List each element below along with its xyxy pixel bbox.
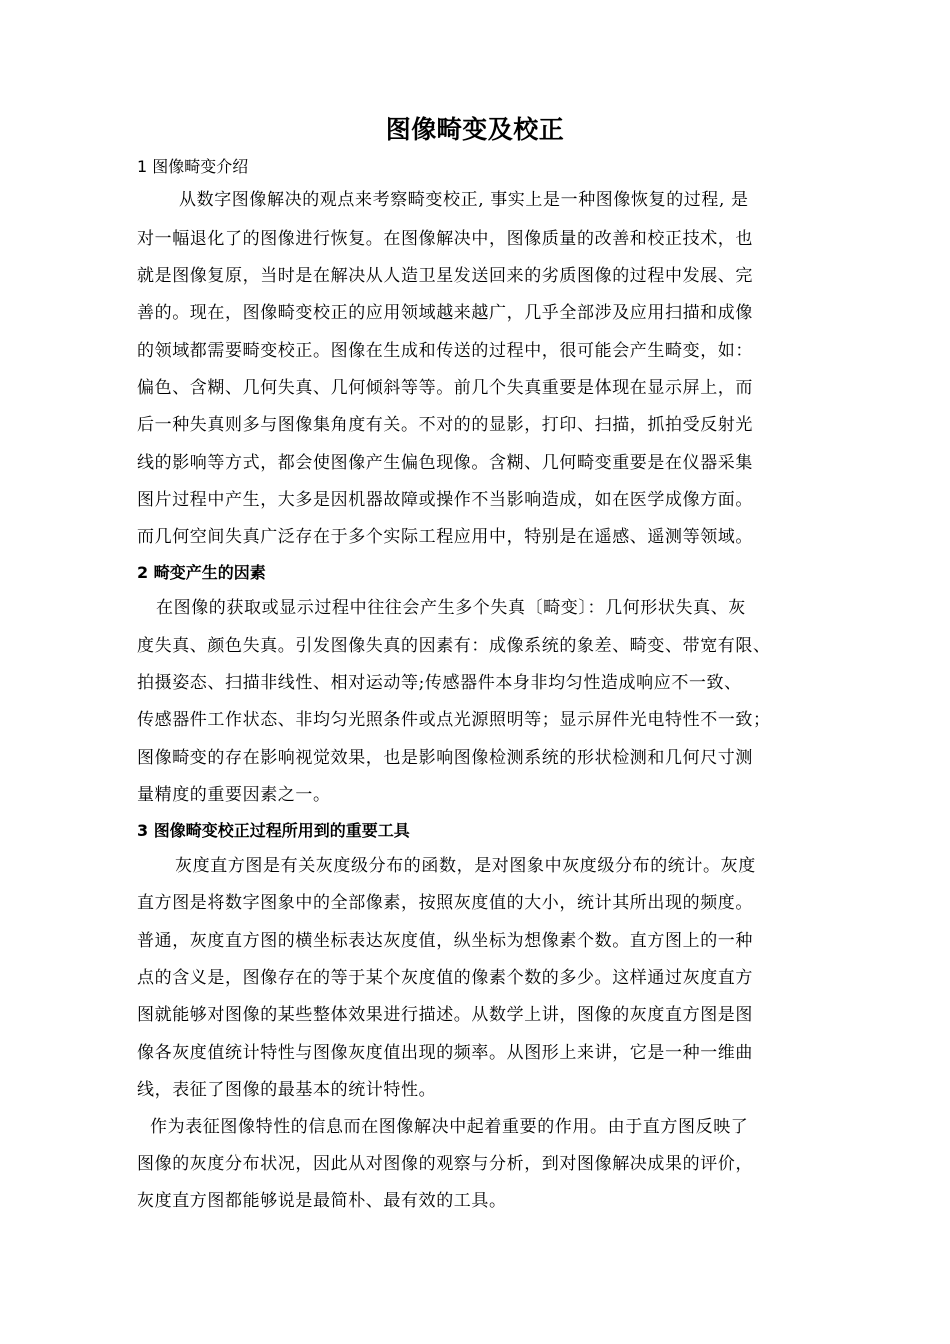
paragraph-line: 从数字图像解决的观点来考察畸变校正, 事实上是一种图像恢复的过程, 是 — [179, 190, 749, 210]
section-heading: 2 畸变产生的因素 — [137, 563, 266, 582]
paragraph-line: 直方图是将数字图象中的全部像素，按照灰度值的大小，统计其所出现的频度。 — [137, 893, 753, 913]
paragraph-line: 图片过程中产生，大多是因机器故障或操作不当影响造成，如在医学成像方面。 — [137, 490, 753, 510]
paragraph-line: 图就能够对图像的某些整体效果进行描述。从数学上讲，图像的灰度直方图是图 — [137, 1005, 753, 1025]
section-heading: 3 图像畸变校正过程所用到的重要工具 — [137, 821, 410, 840]
paragraph-line: 点的含义是，图像存在的等于某个灰度值的像素个数的多少。这样通过灰度直方 — [137, 968, 753, 988]
paragraph-line: 灰度直方图都能够说是最简朴、最有效的工具。 — [137, 1191, 507, 1211]
paragraph-line: 图像的灰度分布状况，因此从对图像的观察与分析，到对图像解决成果的评价， — [137, 1154, 753, 1174]
paragraph-line: 善的。现在，图像畸变校正的应用领域越来越广，几乎全部涉及应用扫描和成像 — [137, 303, 753, 323]
paragraph-line: 度失真、颜色失真。引发图像失真的因素有：成像系统的象差、畸变、带宽有限、 — [137, 636, 771, 656]
paragraph-line: 灰度直方图是有关灰度级分布的函数，是对图象中灰度级分布的统计。灰度 — [175, 856, 756, 876]
paragraph-line: 对一幅退化了的图像进行恢复。在图像解决中，图像质量的改善和校正技术，也 — [137, 229, 753, 249]
paragraph-line: 量精度的重要因素之一。 — [137, 785, 331, 805]
paragraph-line: 普通，灰度直方图的横坐标表达灰度值，纵坐标为想像素个数。直方图上的一种 — [137, 931, 753, 951]
paragraph-line: 而几何空间失真广泛存在于多个实际工程应用中，特别是在遥感、遥测等领域。 — [137, 527, 753, 547]
paragraph-line: 传感器件工作状态、非均匀光照条件或点光源照明等；显示屏件光电特性不一致； — [137, 710, 771, 730]
paragraph-line: 线的影响等方式，都会使图像产生偏色现像。含糊、几何畸变重要是在仪器采集 — [137, 453, 753, 473]
document-title: 图像畸变及校正 — [385, 115, 565, 144]
paragraph-line: 图像畸变的存在影响视觉效果，也是影响图像检测系统的形状检测和几何尺寸测 — [137, 748, 753, 768]
paragraph-line: 的领域都需要畸变校正。图像在生成和传送的过程中，很可能会产生畸变，如： — [137, 341, 753, 361]
paragraph-line: 在图像的获取或显示过程中往往会产生多个失真〔畸变〕：几何形状失真、灰 — [156, 598, 746, 618]
paragraph-line: 后一种失真则多与图像集角度有关。不对的的显影，打印、扫描，抓拍受反射光 — [137, 415, 753, 435]
paragraph-line: 就是图像复原，当时是在解决从人造卫星发送回来的劣质图像的过程中发展、完 — [137, 266, 753, 286]
paragraph-line: 偏色、含糊、几何失真、几何倾斜等等。前几个失真重要是体现在显示屏上，而 — [137, 378, 753, 398]
paragraph-line: 线，表征了图像的最基本的统计特性。 — [137, 1080, 437, 1100]
paragraph-line: 拍摄姿态、扫描非线性、相对运动等;传感器件本身非均匀性造成响应不一致、 — [137, 673, 742, 693]
paragraph-line: 作为表征图像特性的信息而在图像解决中起着重要的作用。由于直方图反映了 — [150, 1117, 749, 1137]
section-heading: 1 图像畸变介绍 — [137, 157, 249, 176]
paragraph-line: 像各灰度值统计特性与图像灰度值出现的频率。从图形上来讲，它是一种一维曲 — [137, 1043, 753, 1063]
